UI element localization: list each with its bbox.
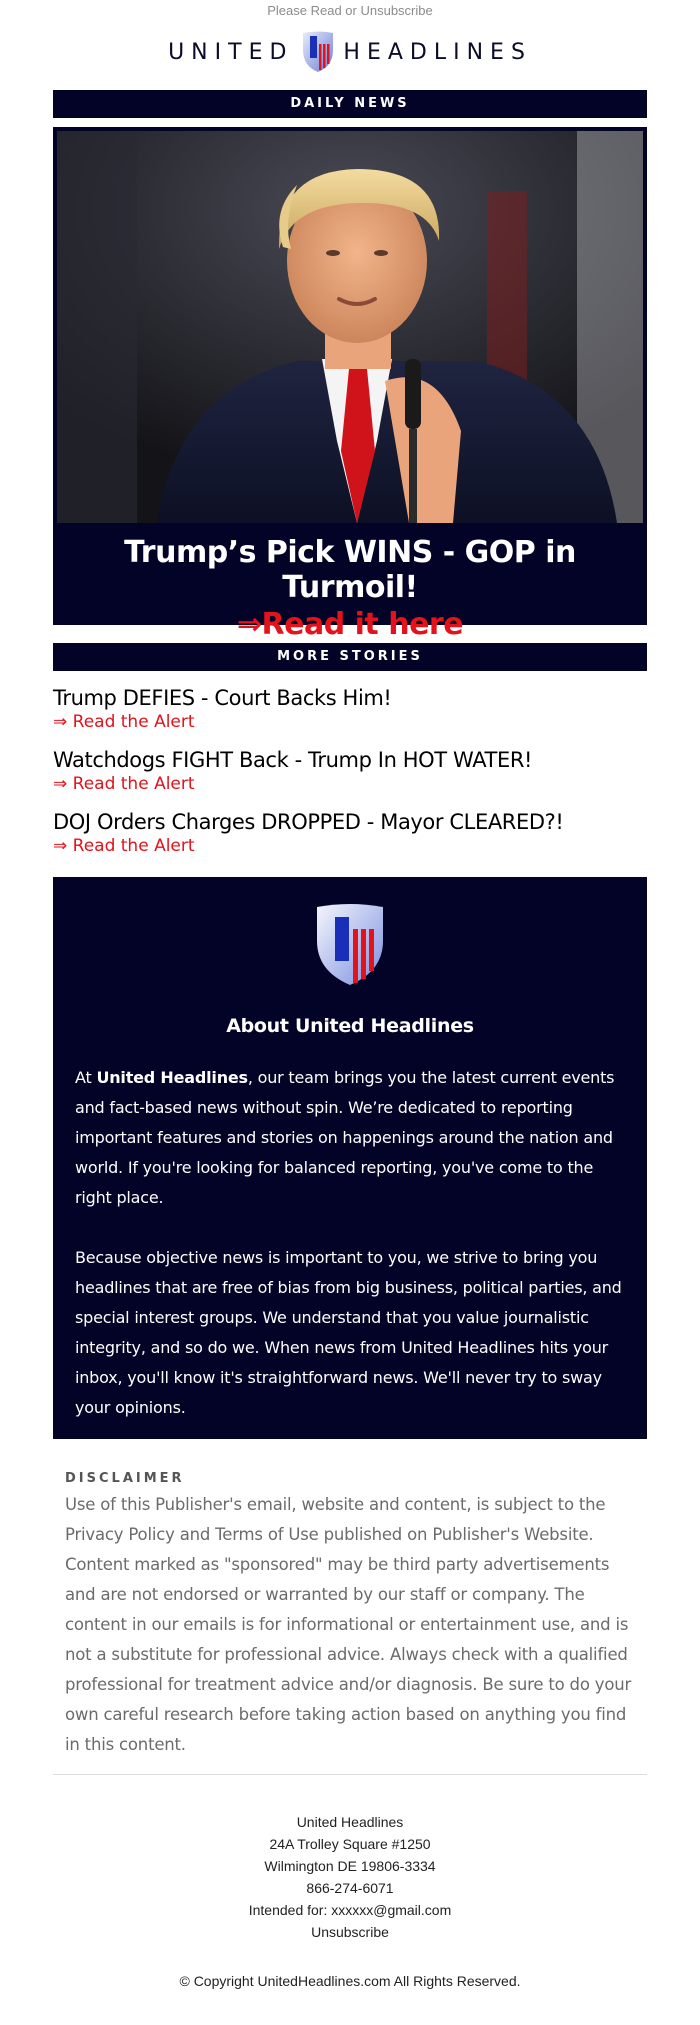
- footer-unsubscribe-link[interactable]: Unsubscribe: [311, 1924, 389, 1940]
- story-item: [53, 809, 647, 857]
- about-paragraph-1: [75, 1063, 625, 1213]
- more-stories-bar: MORE STORIES: [53, 643, 647, 671]
- copyright: © Copyright UnitedHeadlines.com All Rights Reserved.: [179, 1973, 521, 1989]
- about-p1-prefix: At: [75, 1068, 97, 1087]
- story-item: [53, 747, 647, 795]
- story-read-link[interactable]: ⇒ Read the Alert: [53, 774, 195, 794]
- about-section: [53, 877, 647, 1439]
- story-title[interactable]: Trump DEFIES - Court Backs Him!: [53, 686, 392, 710]
- footer-address-line-2: Wilmington DE 19806-3334: [264, 1858, 436, 1874]
- footer-address-line-1: 24A Trolley Square #1250: [269, 1836, 431, 1852]
- preheader-unsubscribe-link[interactable]: Please Read or Unsubscribe: [267, 3, 433, 18]
- shield-icon: [315, 903, 385, 987]
- hero-photo-illustration: [57, 131, 643, 523]
- story-title[interactable]: Watchdogs FIGHT Back - Trump In HOT WATER!: [53, 748, 533, 772]
- footer-intended-for: Intended for: xxxxxx@gmail.com: [248, 1902, 452, 1918]
- shield-icon: [301, 30, 335, 74]
- story-read-link[interactable]: ⇒ Read the Alert: [53, 712, 195, 732]
- divider: [53, 1774, 647, 1775]
- story-read-link[interactable]: ⇒ Read the Alert: [53, 836, 195, 856]
- about-p1-rest: , our team brings you the latest current events and fact-based news without spin. We’re dedicated to reporting important features and stories on happenings around the nation and world. If you're looking for balanced reporting, you've come to the right place.: [75, 1068, 615, 1207]
- preheader: [53, 0, 647, 24]
- logo-left-word: UNITED: [168, 39, 294, 65]
- footer-phone: 866-274-6071: [306, 1880, 394, 1896]
- brand-logo[interactable]: [53, 24, 647, 80]
- footer: [53, 1811, 647, 1943]
- disclaimer-section: [53, 1471, 647, 1760]
- about-p1-brand: United Headlines: [96, 1068, 248, 1087]
- logo-right-word: HEADLINES: [343, 39, 532, 65]
- email-container: [53, 0, 647, 1989]
- hero-read-link[interactable]: ⇒Read it here: [236, 607, 464, 642]
- footer-company: United Headlines: [296, 1814, 404, 1830]
- about-paragraph-2: Because objective news is important to you, we strive to bring you headlines that are free of bias from big business, political parties, and special interest groups. We understand that you value journalistic integrity, and so do we. When news from United Headlines hits your inbox, you'll know it's straightforward news. We'll never try to sway your opinions.: [75, 1248, 622, 1417]
- about-title: About United Headlines: [226, 1015, 474, 1037]
- hero-block[interactable]: [53, 127, 647, 642]
- story-item: [53, 685, 647, 733]
- story-title[interactable]: DOJ Orders Charges DROPPED - Mayor CLEARED?!: [53, 810, 564, 834]
- disclaimer-heading: DISCLAIMER: [65, 1471, 185, 1486]
- hero-headline[interactable]: Trump’s Pick WINS - GOP in Turmoil!: [124, 535, 576, 605]
- hero-image[interactable]: [57, 131, 643, 523]
- disclaimer-body: Use of this Publisher's email, website and content, is subject to the Privacy Policy and Terms of Use published on Publisher's Website. Content marked as "sponsored" may be third party advertisements and are not endorsed or warranted by our staff or company. The content in our emails is for informational or entertainment use, and is not a substitute for professional advice. Always check with a qualified professional for treatment advice and/or diagnosis. Be sure to do your own careful research before taking action based on anything you find in this content.: [65, 1495, 632, 1754]
- daily-news-bar: DAILY NEWS: [53, 90, 647, 118]
